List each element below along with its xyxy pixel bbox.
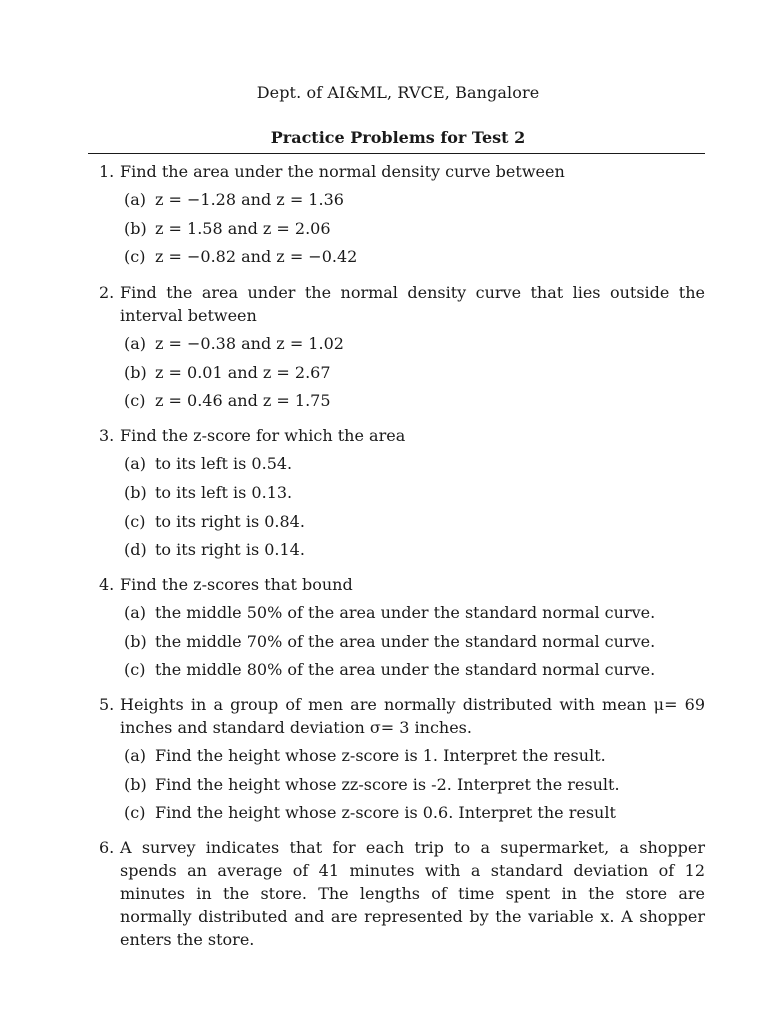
sub-question-label: (c) — [124, 803, 146, 823]
problem-number: 4. — [99, 574, 115, 594]
title-rule — [88, 153, 705, 154]
problem-number: 6. — [99, 838, 115, 857]
problem-text: Heights in a group of men are normally distributed with mean μ= 69 inches and standard deviation σ= 3 inches. — [120, 694, 705, 737]
sub-question-label: (a) — [124, 190, 147, 209]
sub-question-label: (b) — [124, 774, 147, 794]
sub-question — [124, 744, 705, 773]
problem-text: Find the z-score for which the area — [120, 426, 406, 446]
problem-number: 3. — [99, 426, 115, 446]
sub-question — [124, 332, 705, 361]
sub-question-label: (a) — [124, 334, 147, 354]
sub-question — [124, 658, 705, 687]
sub-question-text: Find the height whose z-score is 1. Interpret the result. — [155, 745, 606, 765]
sub-question-text: z = −0.82 and z = −0.42 — [155, 247, 358, 267]
sub-question — [124, 361, 705, 390]
sub-question-text: z = 0.46 and z = 1.75 — [155, 391, 331, 411]
sub-question — [124, 630, 705, 659]
sub-question-list — [124, 332, 705, 418]
sub-question-label: (b) — [124, 631, 147, 651]
sub-question — [124, 452, 705, 481]
sub-question-text: z = −0.38 and z = 1.02 — [155, 334, 344, 354]
problem-2 — [99, 281, 705, 418]
problem-1 — [99, 160, 705, 274]
sub-question — [124, 801, 705, 830]
problem-list — [99, 160, 705, 951]
sub-question-label: (c) — [124, 511, 146, 531]
problem-6 — [99, 836, 705, 951]
sub-question-list — [124, 188, 705, 274]
sub-question-label: (a) — [124, 602, 147, 622]
sub-question-text: the middle 50% of the area under the standard normal curve. — [155, 602, 656, 622]
sub-question — [124, 510, 705, 539]
sub-question-text: to its right is 0.84. — [155, 511, 305, 531]
department-header: Dept. of AI&ML, RVCE, Bangalore — [256, 83, 540, 102]
sub-question — [124, 245, 705, 274]
sub-question-label: (a) — [124, 745, 147, 765]
sub-question-label: (c) — [124, 660, 146, 680]
sub-question-list — [124, 452, 705, 567]
problem-number: 5. — [99, 694, 115, 714]
sub-question-label: (a) — [124, 454, 147, 474]
problem-3 — [99, 424, 705, 567]
problem-4 — [99, 573, 705, 687]
problem-text: Find the area under the normal density curve between — [120, 162, 565, 181]
problem-number: 1. — [99, 162, 115, 181]
sub-question-text: z = 0.01 and z = 2.67 — [155, 362, 331, 382]
sub-question-text: to its right is 0.14. — [155, 540, 305, 560]
problem-text: A survey indicates that for each trip to a supermarket, a shopper spends an average of 41 minutes with a standard deviation of 12 minutes in the store. The lengths of time spent in the store are normally distributed and are represented by the variable x. A shopper enters the store. — [120, 838, 705, 949]
sub-question-label: (c) — [124, 391, 146, 411]
sub-question-text: to its left is 0.13. — [155, 482, 293, 502]
sub-question-label: (c) — [124, 247, 146, 267]
sub-question — [124, 538, 705, 567]
sub-question-text: z = 1.58 and z = 2.06 — [155, 218, 331, 238]
sub-question — [124, 601, 705, 630]
sub-question-text: the middle 70% of the area under the standard normal curve. — [155, 631, 656, 651]
problem-text: Find the z-scores that bound — [120, 574, 353, 594]
sub-question — [124, 188, 705, 217]
sub-question-label: (b) — [124, 218, 147, 238]
sub-question-text: z = −1.28 and z = 1.36 — [155, 190, 344, 209]
sub-question-list — [124, 601, 705, 687]
sub-question-text: Find the height whose z-score is 0.6. Interpret the result — [155, 803, 616, 823]
problem-text: Find the area under the normal density curve that lies outside the interval between — [120, 283, 705, 326]
sub-question — [124, 389, 705, 418]
sub-question — [124, 481, 705, 510]
problem-5 — [99, 693, 705, 830]
problem-number: 2. — [99, 283, 115, 303]
document-title: Practice Problems for Test 2 — [270, 128, 526, 147]
sub-question-label: (b) — [124, 482, 147, 502]
sub-question — [124, 217, 705, 246]
sub-question-label: (b) — [124, 362, 147, 382]
sub-question-list — [124, 744, 705, 830]
sub-question-label: (d) — [124, 540, 147, 560]
sub-question-text: to its left is 0.54. — [155, 454, 293, 474]
sub-question-text: Find the height whose zz-score is -2. Interpret the result. — [155, 774, 620, 794]
sub-question — [124, 773, 705, 802]
sub-question-text: the middle 80% of the area under the standard normal curve. — [155, 660, 656, 680]
